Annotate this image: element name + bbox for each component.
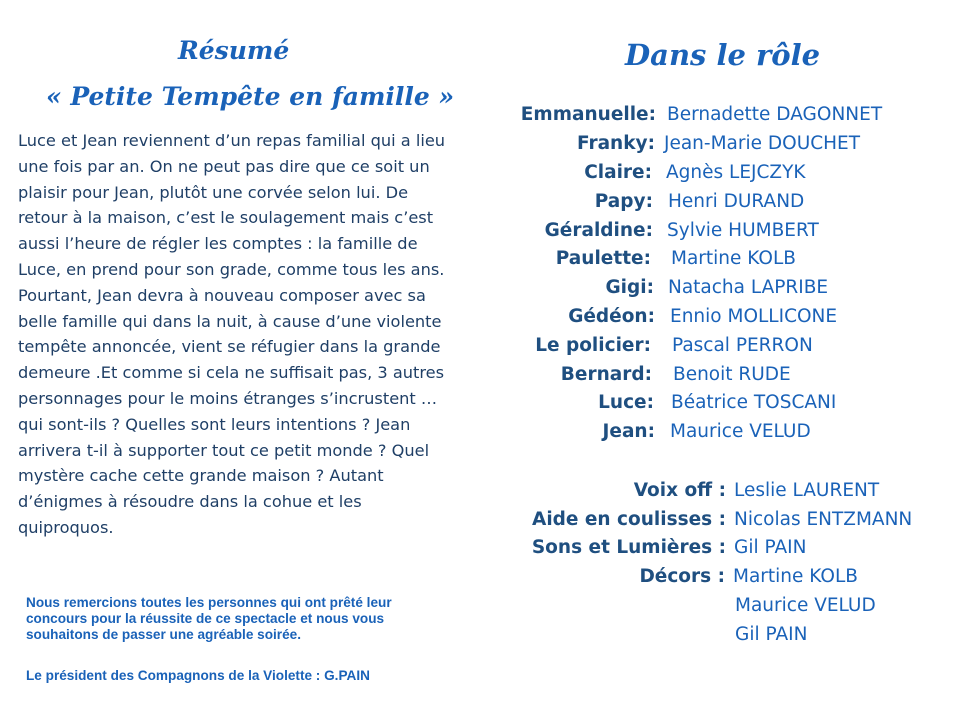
crew-row	[480, 477, 930, 505]
crew-role: Voix off :	[633, 480, 726, 501]
crew-name: Gil PAIN	[735, 624, 808, 645]
cast-actor: Béatrice TOSCANI	[671, 392, 837, 413]
crew-name: Nicolas ENTZMANN	[734, 509, 913, 530]
crew-row	[480, 534, 930, 562]
cast-actor: Agnès LEJCZYK	[666, 162, 806, 183]
cast-row	[480, 101, 930, 129]
cast-row	[480, 418, 930, 446]
cast-role: Géraldine:	[544, 220, 653, 241]
crew-role: Aide en coulisses :	[532, 509, 726, 530]
cast-actor: Henri DURAND	[668, 191, 805, 212]
cast-actor: Ennio MOLLICONE	[670, 306, 838, 327]
cast-role: Gigi:	[605, 277, 654, 298]
cast-actor: Bernadette DAGONNET	[667, 104, 883, 125]
cast-actor: Pascal PERRON	[672, 335, 813, 356]
synopsis-text: Luce et Jean reviennent d’un repas familial qui a lieu une fois par an. On ne peut pas dire que ce soit un plaisir pour Jean, plutôt une corvée selon lui. De retour à la maison, c’est le soulagement mais c’est aussi l’heure de régler les comptes : la famille de Luce, en prend pour son grade, comme tous les ans. Pourtant, Jean devra à nouveau composer avec sa belle famille qui dans la nuit, à cause d’une violente tempête annoncée, vient se réfugier dans la grande demeure .Et comme si cela ne suffisait pas, 3 autres personnages pour le moins étranges s’incrustent … qui sont-ils ? Quelles sont leurs intentions ? Jean arrivera t-il à supporter tout ce petit monde ? Quel mystère cache cette grande maison ? Autant d’énigmes à résoudre dans la cohue et les quiproquos.	[18, 131, 446, 537]
cast-role: Claire:	[584, 162, 652, 183]
cast-row	[480, 188, 930, 216]
resume-heading: Résumé	[178, 36, 290, 65]
crew-role: Décors :	[639, 566, 725, 587]
cast-row	[480, 274, 930, 302]
cast-role: Papy:	[594, 191, 653, 212]
cast-role: Paulette:	[555, 248, 651, 269]
cast-row	[480, 159, 930, 187]
crew-row	[480, 621, 930, 649]
cast-row	[480, 332, 930, 360]
cast-row	[480, 389, 930, 417]
cast-row	[480, 361, 930, 389]
crew-name: Gil PAIN	[734, 537, 807, 558]
crew-row	[480, 563, 930, 591]
cast-actor: Natacha LAPRIBE	[668, 277, 829, 298]
crew-role: Sons et Lumières :	[531, 537, 726, 558]
cast-row	[480, 130, 930, 158]
cast-role: Luce:	[598, 392, 654, 413]
cast-role: Le policier:	[535, 335, 651, 356]
president-signature: Le président des Compagnons de la Violette : G.PAIN	[26, 668, 370, 683]
cast-role: Bernard:	[560, 364, 652, 385]
cast-actor: Martine KOLB	[671, 248, 796, 269]
crew-row	[480, 592, 930, 620]
cast-role: Emmanuelle:	[520, 104, 656, 125]
cast-row	[480, 245, 930, 273]
cast-heading: Dans le rôle	[625, 38, 821, 72]
crew-name: Leslie LAURENT	[734, 480, 880, 501]
crew-name: Martine KOLB	[733, 566, 858, 587]
cast-row	[480, 217, 930, 245]
cast-actor: Jean-Marie DOUCHET	[664, 133, 861, 154]
cast-role: Jean:	[602, 421, 655, 442]
play-title: « Petite Tempête en famille »	[46, 82, 455, 111]
cast-actor: Sylvie HUMBERT	[667, 220, 819, 241]
cast-actor: Benoit RUDE	[673, 364, 791, 385]
cast-row	[480, 303, 930, 331]
crew-name: Maurice VELUD	[735, 595, 876, 616]
cast-role: Gédéon:	[568, 306, 655, 327]
cast-actor: Maurice VELUD	[670, 421, 811, 442]
crew-row	[480, 506, 930, 534]
cast-role: Franky:	[577, 133, 655, 154]
thanks-note: Nous remercions toutes les personnes qui ont prêté leur concours pour la réussite de ce spectacle et nous vous souhaitons de passer une agréable soirée.	[26, 595, 392, 643]
